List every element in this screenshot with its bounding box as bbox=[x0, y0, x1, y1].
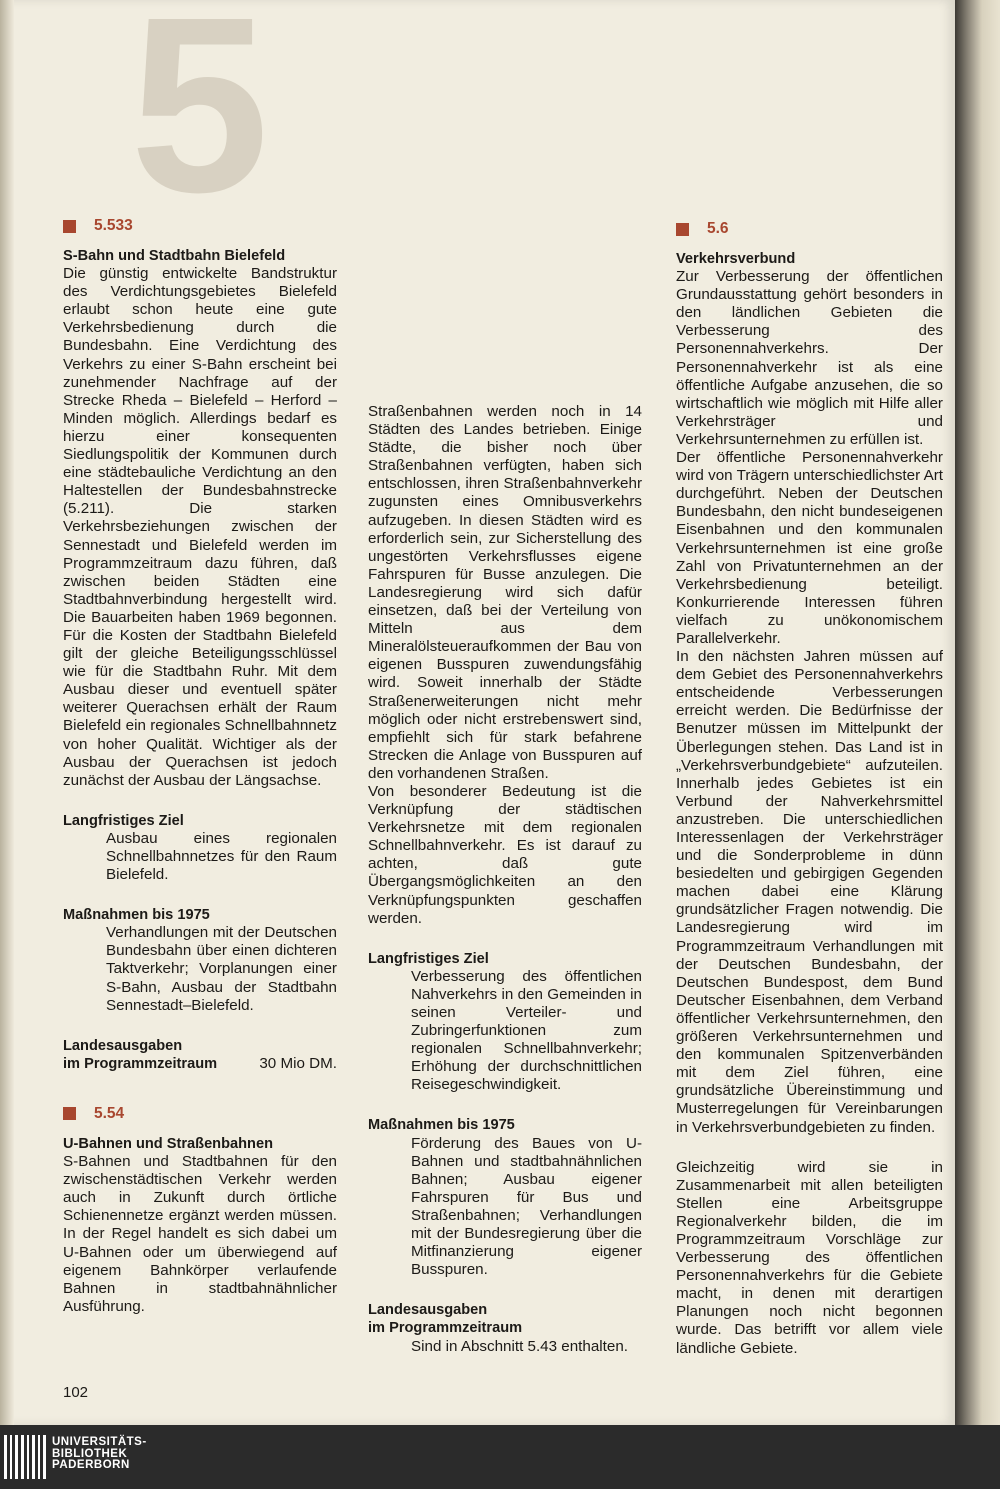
page-number: 102 bbox=[63, 1384, 89, 1401]
logo-line: BIBLIOTHEK bbox=[52, 1447, 128, 1460]
chapter-numeral-watermark: 5 bbox=[130, 0, 270, 244]
goal-label: Langfristiges Ziel bbox=[63, 812, 184, 829]
next-page-edge bbox=[955, 0, 1000, 1425]
spending-label-line-1: Landesausgaben bbox=[63, 1037, 183, 1054]
body-paragraph: In den nächsten Jahren müssen auf dem Gebiet des Personennahverkehrs entscheidende Verbesserungen erreicht werden. Die Bedürfnisse der Benutzer müssen im Mittelpunkt der Überlegungen stehen. Das Land ist in „Verkehrsverbundgebiete“ aufzuteilen. Innerhalb jedes Gebietes ist ein Verbund der Nahverkehrsmittel anzustreben. Die unterschiedlichen Interessenlagen der Verkehrsträger und die Sonderprobleme in dünn besiedelten und gebirgigen Gegenden machen dabei eine Klärung grundsätzlicher Fragen notwendig. Die Landesregierung wird im Programmzeitraum Verhandlungen mit der Deutschen Bundesbahn, der Deutschen Bundespost, dem Bund Deutscher Eisenbahnen, dem Verband öffentlicher Verkehrsunternehmen, den größeren Verkehrsunternehmen und den kommunalen Spitzenverbänden mit dem Ziel führen, eine grundsätzliche Übereinstimmung und Musterregelungen für Vereinbarungen in Verkehrsverbundgebieten zu finden. bbox=[676, 648, 943, 1136]
body-paragraph: Gleichzeitig wird sie in Zusammenarbeit mit allen beteiligten Stellen eine Arbeitsgruppe Regionalverkehr bilden, die im Programmzeitraum Vorschläge zur Verbesserung des öffentlichen Personennahverkehrs für die Gebiete macht, in denen mit derartigen Planungen noch nicht begonnen wurde. Das betrifft vor allem viele ländliche Gebiete. bbox=[676, 1158, 943, 1357]
body-paragraph: Die günstig entwickelte Bandstruktur des Verdichtungsgebietes Bielefeld erlaubt schon heute eine gute Verkehrsbedienung durch die Bundesbahn. Eine Verdichtung des Verkehrs zu einer S-Bahn erscheint bei zunehmender Nachfrage auf der Strecke Rheda – Bielefeld – Herford – Minden möglich. Allerdings bedarf es hierzu einer konsequenten Siedlungspolitik der Kommunen durch eine städtebauliche Verdichtung an den Haltestellen der Bundesbahnstrecke (5.211). Die starken Verkehrsbeziehungen zwischen der Sennestadt und Bielefeld werden im Programmzeitraum dazu führen, daß zwischen beiden Städten eine Stadtbahnverbindung hergestellt wird. Die Bauarbeiten haben 1969 begonnen. Für die Kosten der Stadtbahn Bielefeld gilt der gleiche Beteiligungsschlüssel wie für die Stadtbahn Ruhr. Mit dem Ausbau dieser und eventuell später weiterer Querachsen erhält der Raum Bielefeld ein regionales Schnellbahnnetz von hoher Qualität. Wichtiger als der Ausbau der Querachsen ist jedoch zunächst der Ausbau der Längsachse. bbox=[63, 265, 337, 789]
body-paragraph: Zur Verbesserung der öffentlichen Grundausstattung gehört besonders in den ländlichen Gebieten die Verbesserung des Personennahverkehrs. Der Personennahverkehr ist als eine öffentliche Aufgabe anzusehen, die so wirtschaftlich wie möglich mit Hilfe aller Verkehrsträger und Verkehrsunternehmen zu erfüllen ist. bbox=[676, 268, 943, 448]
section-marker-square-icon bbox=[676, 223, 689, 236]
spending-label-line-2: im Programmzeitraum bbox=[63, 1055, 218, 1072]
section-number: 5.533 bbox=[94, 216, 133, 234]
body-paragraph: Der öffentliche Personennahverkehr wird von Trägern unterschiedlichster Art durchgeführt. Neben der Deutschen Bundesbahn, den nicht bundeseigenen Eisenbahnen und den kommunalen Verkehrsunternehmen ist eine große Zahl von Privatunternehmen an der Verkehrsbedienung beteiligt. Konkurrierende Interessen führen vielfach zu unökonomischem Parallelverkehr. bbox=[676, 449, 943, 647]
section-marker-square-icon bbox=[63, 1107, 76, 1120]
goal-label: Langfristiges Ziel bbox=[368, 950, 489, 967]
measures-text: Förderung des Baues von U-Bahnen und stadtbahnähnlichen Bahnen; Ausbau eigener Fahrspuren für Bus und Straßenbahnen; Verhandlungen mit der Bundesregierung über die Mitfinanzierung eigener Busspuren. bbox=[411, 1134, 642, 1279]
goal-text: Ausbau eines regionalen Schnellbahnnetzes für den Raum Bielefeld. bbox=[106, 829, 337, 884]
goal-text: Verbesserung des öffentlichen Nahverkehrs in den Gemeinden in seinen Verteiler- und Zubringerfunktionen zum regionalen Schnellbahnverkehr; Erhöhung der durchschnittlichen Reisegeschwindigkeit. bbox=[411, 967, 642, 1094]
section-marker-square-icon bbox=[63, 220, 76, 233]
measures-label: Maßnahmen bis 1975 bbox=[63, 907, 210, 924]
section-title: S-Bahn und Stadtbahn Bielefeld bbox=[63, 248, 286, 264]
section-number: 5.6 bbox=[707, 219, 729, 237]
logo-line: PADERBORN bbox=[52, 1459, 130, 1471]
section-title: Verkehrsverbund bbox=[676, 251, 796, 267]
library-logo-text bbox=[52, 1437, 147, 1472]
page-gutter-shadow bbox=[0, 0, 14, 1425]
section-number: 5.54 bbox=[94, 1104, 125, 1122]
section-heading-5533 bbox=[63, 215, 337, 237]
logo-line: UNIVERSITÄTS- bbox=[52, 1436, 147, 1448]
middle-column bbox=[368, 403, 642, 1356]
spending-text: Sind in Abschnitt 5.43 enthalten. bbox=[411, 1337, 628, 1355]
left-column bbox=[63, 215, 337, 1316]
spending-label-line-1: Landesausgaben bbox=[368, 1302, 488, 1319]
section-heading-554 bbox=[63, 1103, 337, 1125]
right-column bbox=[676, 218, 943, 1358]
measures-label: Maßnahmen bis 1975 bbox=[368, 1117, 515, 1134]
spending-row bbox=[63, 1055, 337, 1073]
spending-amount: 30 Mio DM. bbox=[259, 1054, 337, 1072]
section-heading-56 bbox=[676, 218, 943, 240]
spending-label-line-2: im Programmzeitraum bbox=[368, 1320, 523, 1337]
library-footer bbox=[0, 1425, 1000, 1489]
measures-text: Verhandlungen mit der Deutschen Bundesbahn über einen dichteren Taktverkehr; Vorplanungen einer S-Bahn, Ausbau der Stadtbahn Sennestadt–Bielefeld. bbox=[106, 924, 337, 1014]
body-paragraph: Von besonderer Bedeutung ist die Verknüpfung der städtischen Verkehrsnetze mit dem regionalen Schnellbahnverkehr. Es ist darauf zu achten, daß gute Übergangsmöglichkeiten an den Verknüpfungspunkten geschaffen werden. bbox=[368, 782, 642, 927]
section-title: U-Bahnen und Straßenbahnen bbox=[63, 1135, 273, 1152]
body-paragraph: Straßenbahnen werden noch in 14 Städten des Landes betrieben. Einige Städte, die bisher noch über Straßenbahnen verfügten, haben sich entschlossen, ihren Straßenbahnverkehr zugunsten eines Omnibusverkehrs aufzugeben. In diesen Städten wird es erforderlich sein, zur Sicherstellung des ungestörten Verkehrsflusses eigene Fahrspuren für Busse anzulegen. Die Landesregierung wird sich dafür einsetzen, daß bei der Verteilung von Mitteln aus dem Mineralölsteueraufkommen der Bau von eigenen Busspuren zuwendungsfähig wird. Soweit innerhalb der Städte Straßenerweiterungen nicht mehr möglich oder nicht erstrebenswert sind, empfiehlt sich für stark befahrene Strecken die Anlage von Busspuren auf den vorhandenen Straßen. bbox=[368, 403, 642, 782]
body-paragraph: S-Bahnen und Stadtbahnen für den zwischenstädtischen Verkehr werden auch in Zukunft durch örtliche Schienennetze ergänzt werden müssen. In der Regel handelt es sich dabei um U-Bahnen oder um überwiegend auf eigenem Bahnkörper verlaufende Bahnen in stadtbahnähnlicher Ausführung. bbox=[63, 1153, 337, 1315]
library-logo-icon bbox=[4, 1435, 46, 1479]
